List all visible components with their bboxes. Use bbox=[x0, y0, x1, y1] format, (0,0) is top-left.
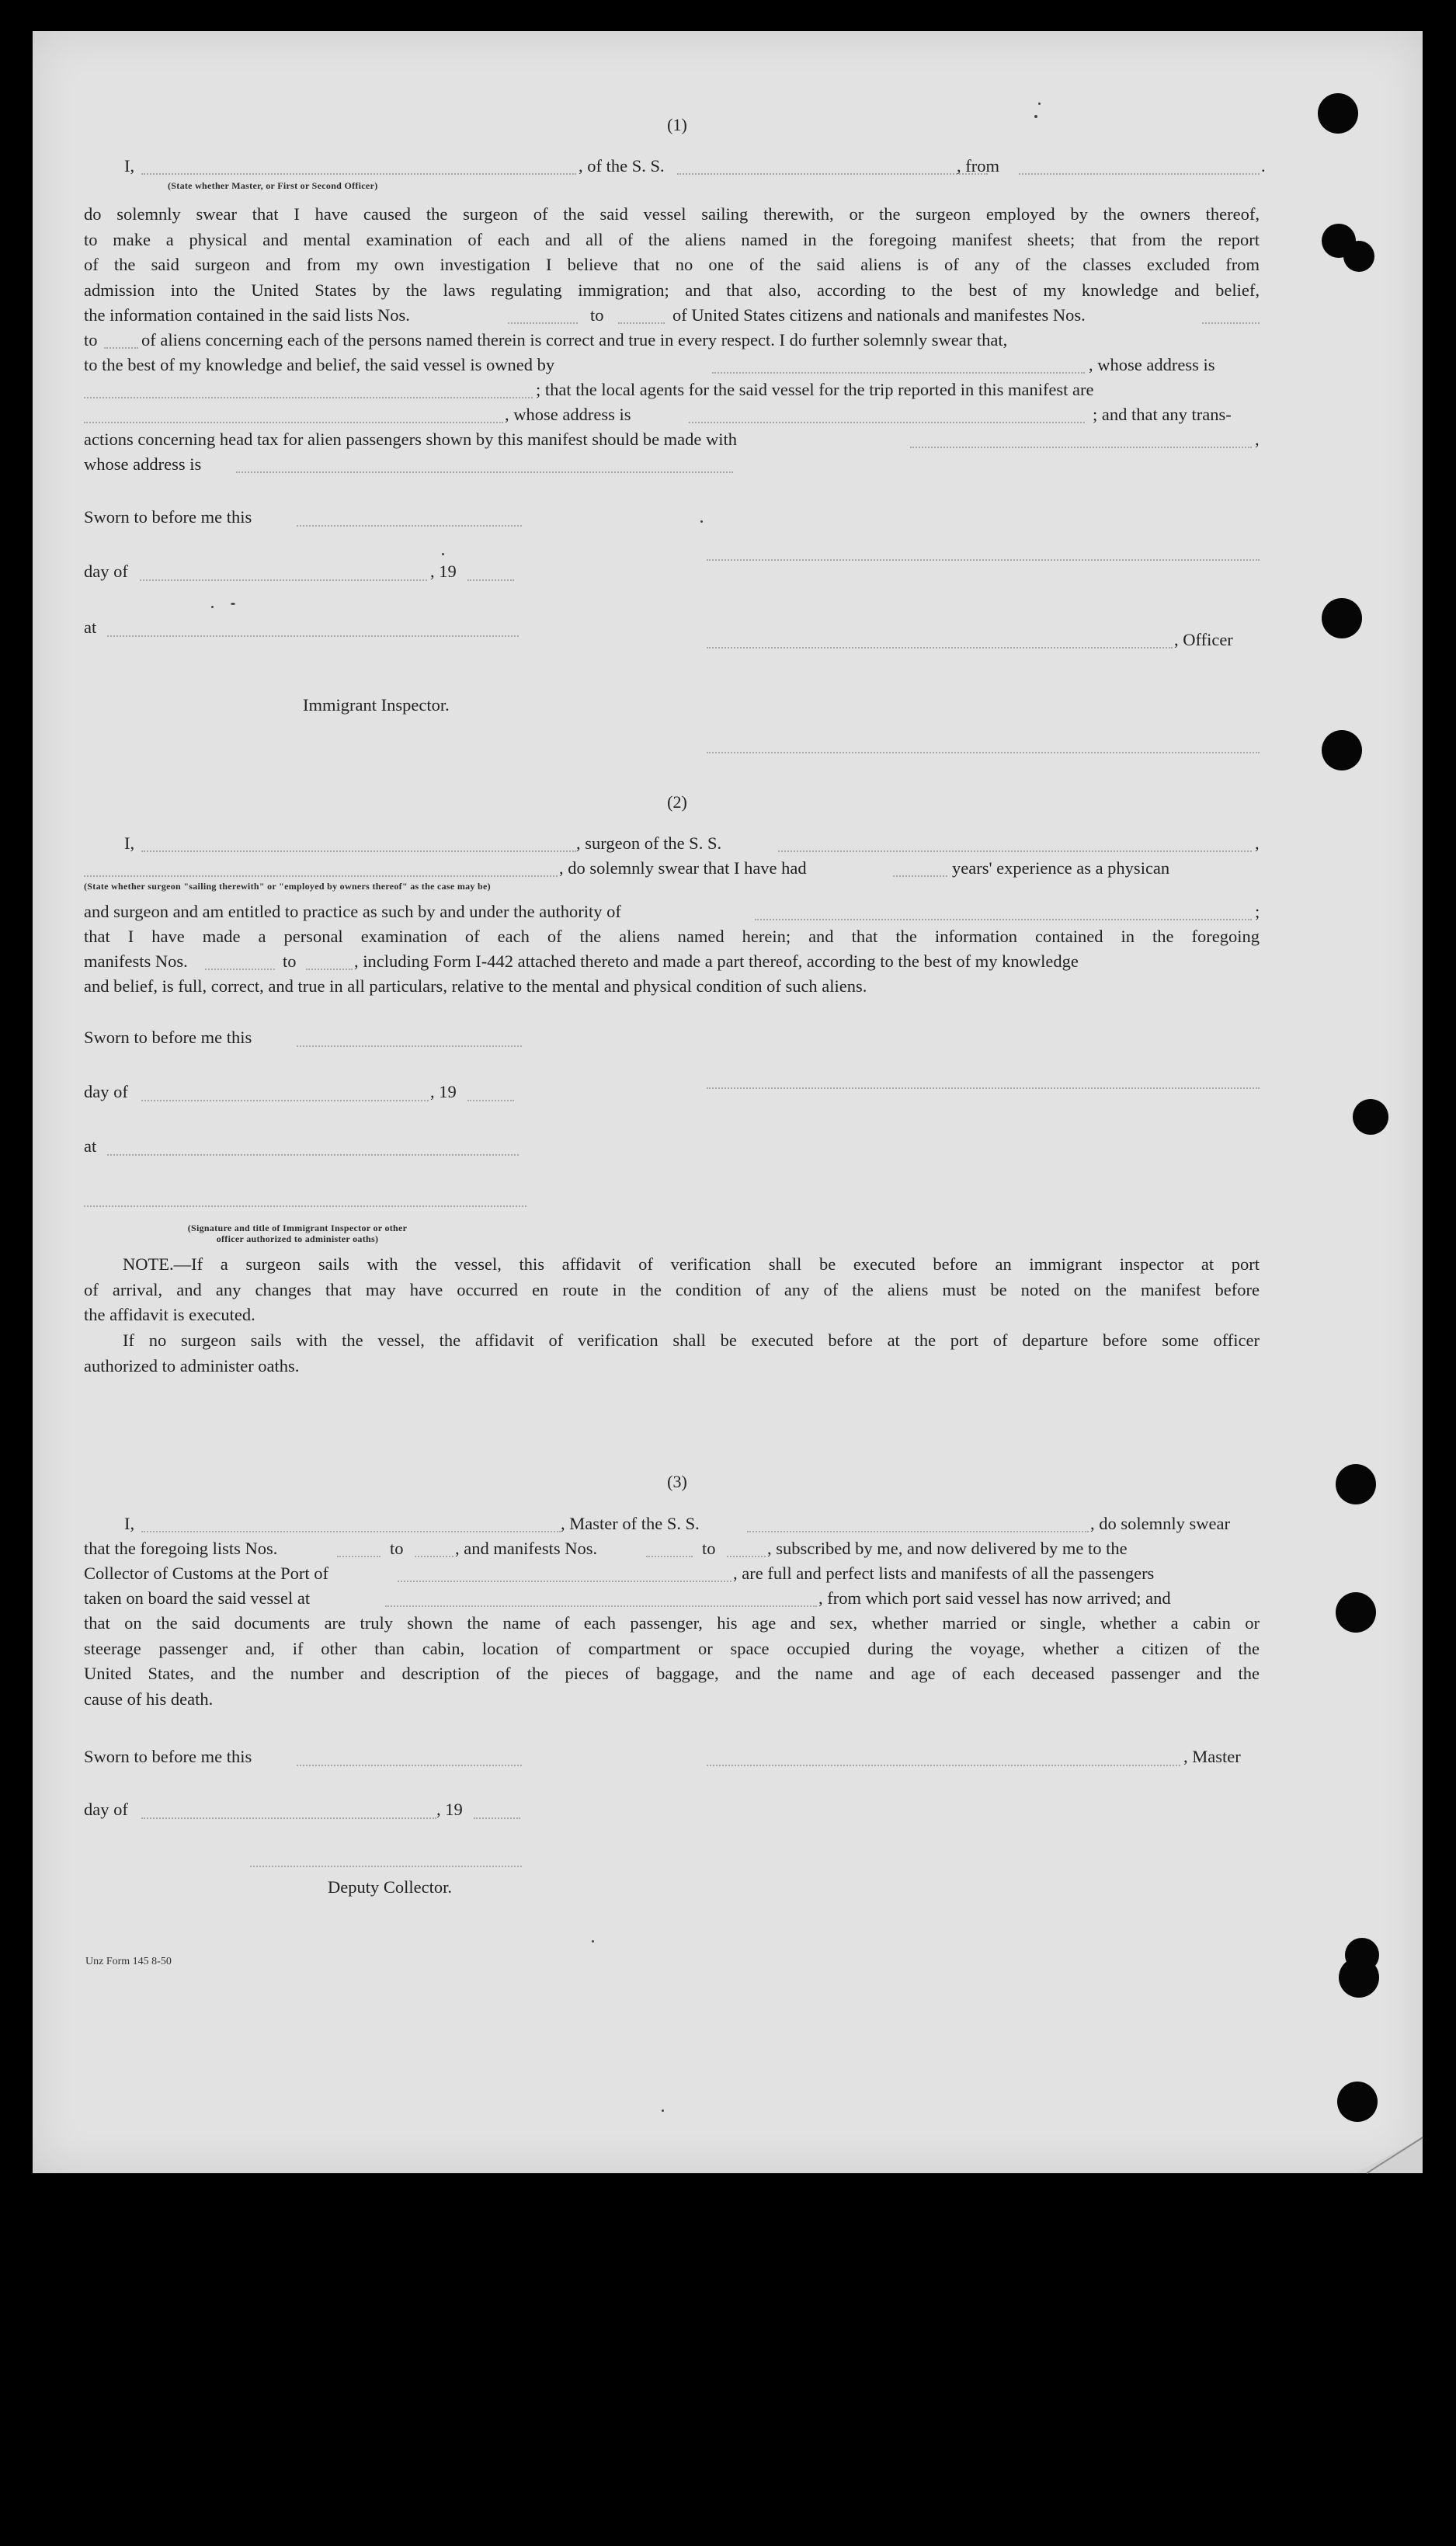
section-2-surgeon: , surgeon of the S. S. bbox=[576, 833, 722, 853]
section-3-deputy-collector: Deputy Collector. bbox=[328, 1877, 452, 1897]
section-1-to-2: to bbox=[84, 330, 98, 350]
section-3-taken-on-board: taken on board the said vessel at bbox=[84, 1588, 311, 1608]
section-1-day-of: day of bbox=[84, 562, 128, 581]
section-2-manifests-nos: manifests Nos. bbox=[84, 951, 188, 971]
punch-hole bbox=[1353, 1099, 1388, 1135]
section-2-number: (2) bbox=[667, 792, 687, 812]
section-3-port-arrived: , from which port said vessel has now arrived; and bbox=[818, 1588, 1171, 1608]
section-1-sworn: Sworn to before me this bbox=[84, 507, 252, 527]
section-1-of-the-ss: , of the S. S. bbox=[579, 156, 665, 176]
section-2-swear: , do solemnly swear that I have had bbox=[559, 858, 807, 878]
section-1-immigrant-inspector: Immigrant Inspector. bbox=[303, 695, 450, 715]
punch-hole bbox=[1318, 93, 1358, 134]
section-3-manifests-nos: , and manifests Nos. bbox=[455, 1539, 598, 1558]
section-1-local-agents: ; that the local agents for the said vessel for the trip reported in this manifest are bbox=[536, 380, 1094, 399]
section-1-number: (1) bbox=[667, 115, 687, 134]
section-1-head-tax: actions concerning head tax for alien passengers shown by this manifest should be made with bbox=[84, 430, 738, 449]
section-3-to-2: to bbox=[702, 1539, 716, 1558]
page-curl-corner bbox=[1351, 2128, 1429, 2183]
punch-hole bbox=[1343, 241, 1374, 272]
manifest-page: (1) I, , of the S. S. , from . (State whether Master, or First or Second Officer) do solemnly swear that I have caused the surgeon of the said vessel sailing therewith, or the surgeon employed by the owners thereof, to make a physical and mental examination of each and all of the aliens named in the foregoing manifest sheets; that from the report of the said surgeon and from my own investigation I believe that no one of the said aliens is of any of the classes excluded from admission into the United States by the laws regulating immigration; and that also, according to the best of my knowledge and belief, the information contained in the said lists Nos. to of United States citizens and nationals and manifestes Nos. to of aliens concerning each of the persons named therein is correct and true in every respect. I do further solemnly swear that, to the best of my knowledge and belief, the said vessel is owned by , whose address is ; that the local agents for the said vessel for the trip reported in this manifest are , whose address is ; and that any trans- actions concerning head tax for alien passengers shown by this manifest should be made with , whose address is Sworn to before me this day of , 19 at , Officer Immigrant Inspector. (2) I, , surgeon of the S. S. , , do solemnly swear that I have had years' experience as a physican (State whether surgeon "sailing therewith" or "employed by owners thereof" as the case may be) and surgeon and am entitled to practice as such by and under the authority of ; that I have made a personal examination of each of the aliens named herein; and that the information contained in the foregoing manifests Nos. to , including Form I-442 attached thereto and made a part thereof, according to the best of my knowledge and belief, is full, correct, and true in all particulars, relative to the mental and physical condition of such aliens. Sworn to before me this day of , 19 at (Signature and title of Immigrant Inspector or other officer authorized to administer oaths) NOTE.—If a surgeon sails with the vessel, this affidavit of verification shall be executed before an immigrant inspector at port of arrival, and any changes that may have occurred en route in the condition of any of the aliens must be noted on the manifest before the affidavit is executed. If no surgeon sails with the vessel, the affidavit of verification shall be executed before at the port of departure before some officer authorized to administer oaths. (3) I, , Master of the S. S. , do solemnly swear that the foregoing lists Nos. to , and manifests Nos. to , subscribed by me, and now delivered by me to the Collector of Customs at the Port of , are full and perfect lists and manifests of all the passengers taken on board the said vessel at , from which port said vessel has now arrived; and that on the said documents are truly shown the name of each passenger, his age and sex, whether married or single, whether a cabin or steerage passenger and, if other than cabin, location of compartment or space occupied during the voyage, whether a citizen of the United States, and the number and description of the pieces of baggage, and the name and age of each deceased passenger and the cause of his death. Sworn to before me this , Master day of , 19 Deputy Collector. Unz Form 145 8-50 bbox=[33, 31, 1423, 2173]
section-3-lists-nos: that the foregoing lists Nos. bbox=[84, 1539, 278, 1558]
section-3-year: , 19 bbox=[436, 1800, 463, 1819]
section-1-whose-address-2: , whose address is bbox=[505, 405, 631, 424]
section-2-signature-caption: (Signature and title of Immigrant Inspector or other officer authorized to administer oaths) bbox=[187, 1223, 408, 1244]
section-2-exam: that I have made a personal examination of each of the aliens named herein; and that the information contained in the foregoing bbox=[84, 927, 1260, 946]
section-2-belief: and belief, is full, correct, and true in all particulars, relative to the mental and physical condition of such aliens. bbox=[84, 976, 867, 996]
section-1-lists-nos: the information contained in the said lists Nos. bbox=[84, 305, 410, 325]
section-1-I: I, bbox=[124, 156, 135, 176]
section-1-owned-by: to the best of my knowledge and belief, the said vessel is owned by bbox=[84, 355, 555, 374]
section-1-from: , from bbox=[957, 156, 999, 176]
punch-hole bbox=[1336, 1592, 1376, 1633]
section-3-number: (3) bbox=[667, 1472, 687, 1491]
punch-hole bbox=[1339, 1957, 1379, 1998]
section-1-any-trans: ; and that any trans- bbox=[1093, 405, 1232, 424]
section-2-sworn: Sworn to before me this bbox=[84, 1028, 252, 1047]
section-2-caption: (State whether surgeon "sailing therewith" or "employed by owners thereof" as the case may be) bbox=[84, 881, 491, 892]
section-3-sworn: Sworn to before me this bbox=[84, 1747, 252, 1766]
section-1-officer: , Officer bbox=[1174, 630, 1233, 649]
section-3-to-1: to bbox=[390, 1539, 404, 1558]
section-2-authority: and surgeon and am entitled to practice as such by and under the authority of bbox=[84, 902, 621, 921]
note-paragraph-1: NOTE.—If a surgeon sails with the vessel, this affidavit of verification shall be executed before an immigrant inspector at port of arrival, and any changes that may have occurred en route in the condition of any of the aliens must be noted on the manifest before the affidavit is executed. bbox=[84, 1254, 1260, 1324]
section-3-swear: , do solemnly swear bbox=[1090, 1514, 1230, 1533]
section-3-master-signature: , Master bbox=[1183, 1747, 1241, 1766]
section-3-master: , Master of the S. S. bbox=[561, 1514, 700, 1533]
section-1-year: , 19 bbox=[430, 562, 457, 581]
section-3-subscribed: , subscribed by me, and now delivered by me to the bbox=[767, 1539, 1128, 1558]
section-3-day-of: day of bbox=[84, 1800, 128, 1819]
section-1-whose-address-3: whose address is bbox=[84, 454, 202, 474]
section-3-collector: Collector of Customs at the Port of bbox=[84, 1563, 328, 1583]
section-2-form-i442: , including Form I-442 attached thereto and made a part thereof, according to the best of my knowledge bbox=[354, 951, 1079, 971]
section-2-year: , 19 bbox=[430, 1082, 457, 1101]
note-paragraph-2: If no surgeon sails with the vessel, the affidavit of verification shall be executed before at the port of departure before some officer authorized to administer oaths. bbox=[84, 1330, 1260, 1376]
section-1-manifestes-nos: of United States citizens and nationals and manifestes Nos. bbox=[672, 305, 1086, 325]
form-number: Unz Form 145 8-50 bbox=[85, 1956, 172, 1967]
punch-hole bbox=[1337, 2082, 1378, 2122]
section-3-paragraph: that on the said documents are truly shown the name of each passenger, his age and sex, whether married or single, whether a cabin or steerage passenger and, if other than cabin, location of compartment or space occupied during the voyage, whether a citizen of the United States, and the number and description of the pieces of baggage, and the name and age of each deceased passenger and the cause of his death. bbox=[84, 1613, 1260, 1709]
section-1-caption: (State whether Master, or First or Second Officer) bbox=[168, 180, 378, 191]
section-2-day-of: day of bbox=[84, 1082, 128, 1101]
section-3-full-perfect: , are full and perfect lists and manifests of all the passengers bbox=[733, 1563, 1155, 1583]
section-1-whose-address: , whose address is bbox=[1089, 355, 1215, 374]
section-2-at: at bbox=[84, 1136, 97, 1156]
section-3-I: I, bbox=[124, 1514, 135, 1533]
section-2-to: to bbox=[283, 951, 297, 971]
section-1-at: at bbox=[84, 617, 97, 637]
section-1-aliens-concerning: of aliens concerning each of the persons named therein is correct and true in every respect. I do further solemnly swear that, bbox=[141, 330, 1008, 350]
section-2-years-experience: years' experience as a physican bbox=[952, 858, 1170, 878]
section-2-I: I, bbox=[124, 833, 135, 853]
punch-hole bbox=[1322, 730, 1362, 770]
punch-hole bbox=[1322, 598, 1362, 638]
section-1-paragraph: do solemnly swear that I have caused the surgeon of the said vessel sailing therewith, or the surgeon employed by the owners thereof, to make a physical and mental examination of each and all of the aliens named in the foregoing manifest sheets; that from the report of the said surgeon and from my own investigation I believe that no one of the said aliens is of any of the classes excluded from admission into the United States by the laws regulating immigration; and that also, according to the best of my knowledge and belief, bbox=[84, 204, 1260, 300]
punch-hole bbox=[1336, 1464, 1376, 1504]
section-1-to: to bbox=[590, 305, 604, 325]
